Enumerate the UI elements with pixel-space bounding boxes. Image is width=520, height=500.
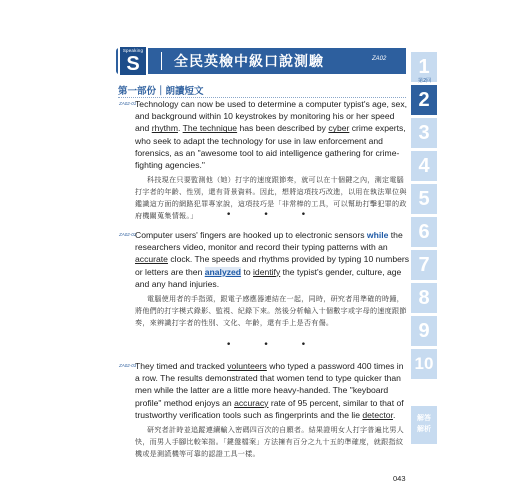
tab-test-8[interactable]: 8 [411, 283, 437, 313]
tab-test-5[interactable]: 5 [411, 184, 437, 214]
underlined-word: cyber [328, 123, 350, 134]
audio-tag[interactable]: ZA02-01 [119, 101, 137, 106]
highlighted-word: analyzed [204, 266, 242, 277]
page-title: 全民英檢中級口說測驗 [174, 54, 324, 70]
banner-separator [161, 52, 162, 70]
passage-text: to [241, 266, 254, 277]
speaking-badge [118, 45, 148, 77]
passage-english [135, 98, 410, 171]
passage-3 [135, 360, 410, 460]
badge-small-text: Speaking [122, 48, 144, 53]
tab-test-4[interactable]: 4 [411, 151, 437, 181]
passage-chinese: 研究者計時並追蹤連續輸入密碼四百次的自願者。結果證明女人打字普遍比男人快，而男人手腳比較笨拙。「鍵盤檔案」方法擁有百分之九十五的準確度，就跟指紋機或是測謊機等可靠的認證工具一樣。 [135, 425, 405, 459]
passage-text: crime experts, who seek to adapt the technology for use in law enforcement and forensics, as an "awesome tool to aid intelligence gathering for crime-fighting agencies." [135, 123, 406, 171]
passage-english [135, 229, 410, 290]
separator-dots [226, 340, 306, 350]
passage-chinese: 電腦使用者的手指頭，跟電子感應器連結在一起，同時，研究者用準確的時鐘，將他們的打字模式錄影、監視、紀錄下來。然後分析輸入十個數字或字母的速度跟節奏，來辨識打字者的性別、文化、年齡，還有手上是否有傷。 [135, 294, 407, 328]
separator-dot: • [300, 210, 306, 220]
tab-caption: 第2回 [418, 78, 432, 84]
passage-text: . [178, 123, 183, 134]
passage-text: the typist's gender, culture, age and any hand injuries. [135, 266, 402, 289]
tab-test-10[interactable]: 10 [411, 349, 437, 379]
tab-test-6[interactable]: 6 [411, 217, 437, 247]
tab-answers-label: 解答 解析 [417, 414, 431, 433]
passage-text: has been described by [237, 123, 329, 134]
page-number: 043 [393, 474, 406, 483]
tab-test-7[interactable]: 7 [411, 250, 437, 280]
audio-tag[interactable]: ZA02-02 [119, 232, 137, 237]
tab-test-2[interactable]: 2 [411, 85, 437, 115]
audio-tag[interactable]: ZA02-03 [119, 363, 137, 368]
tab-test-1[interactable]: 1 [411, 52, 437, 82]
underlined-word: detector [362, 409, 393, 420]
passage-text: Computer users' fingers are hooked up to electronic sensors [135, 230, 367, 240]
underlined-word: volunteers [227, 361, 267, 371]
separator-dot: • [263, 340, 269, 350]
passage-1 [135, 98, 410, 222]
highlighted-word: while [366, 230, 389, 240]
tab-test-3[interactable]: 3 [411, 118, 437, 148]
underlined-word: rhythm [151, 123, 178, 134]
underlined-word: accuracy [234, 397, 269, 408]
passage-text: the researchers video, monitor and record their typing patterns with an [135, 230, 403, 253]
passage-english [135, 360, 410, 421]
separator-dot: • [300, 340, 306, 350]
passage-text: Technology can now be used to determine a computer typist's age, sex, and background within 10 keystrokes by monitoring his or her speed and [135, 99, 408, 134]
separator-dot: • [263, 210, 269, 220]
separator-dot: • [226, 210, 232, 220]
passage-text: They timed and tracked [135, 361, 228, 371]
separator-dots [226, 210, 306, 220]
badge-letter: S [126, 53, 140, 75]
passage-text: . [392, 409, 396, 420]
underlined-word: The technique [182, 123, 238, 134]
passage-2 [135, 229, 410, 329]
section-title: 第一部份｜朗讀短文 [118, 86, 204, 97]
banner-code: ZA02 [372, 56, 387, 62]
passage-chinese: 科技現在只要監測他（她）打字的速度跟節奏，就可以在十個鍵之內，測定電腦打字者的年齡、性別，還有背景資料。因此，想將這項技巧改進，以用在執法單位與鑑識這方面的網路犯罪專家說，這項技巧是「非常棒的工具，可以幫助打擊犯罪的政府機關蒐集情報。」 [135, 175, 407, 221]
passage-text: clock. The speeds and rhythms provided by typing 10 numbers or letters are then [135, 254, 410, 277]
underlined-word: accurate [135, 254, 168, 265]
tab-test-9[interactable]: 9 [411, 316, 437, 346]
passage-text: who typed a password 400 times in a row. The results demonstrated that women tend to type quicker than men while the latter are a little more heavy-handed. The "keyboard profile" method enjoys an [135, 361, 404, 408]
underlined-word: identify [253, 266, 281, 277]
passage-text: rate of 95 percent, similar to that of trustworthy verification tools such as fingerprints and the lie [135, 397, 404, 420]
tab-answers[interactable] [411, 406, 437, 444]
separator-dot: • [226, 340, 232, 350]
